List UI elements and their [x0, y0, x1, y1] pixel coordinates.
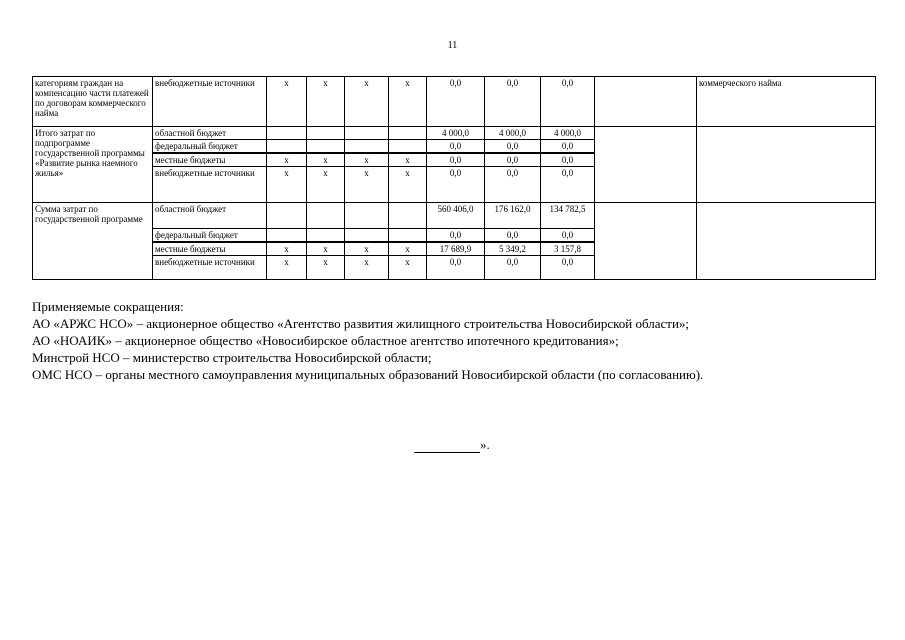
result-cell: коммерческого найма [697, 77, 876, 127]
x-cell: х [389, 153, 427, 167]
x-cell: х [389, 167, 427, 203]
x-cell [389, 140, 427, 154]
source-cell: федеральный бюджет [153, 229, 267, 243]
x-cell: х [267, 242, 307, 256]
x-cell [345, 203, 389, 229]
measure-name-cell: категориям граждан на компенсацию части платежей по договорам коммерческого найма [33, 77, 153, 127]
x-cell: х [307, 256, 345, 280]
x-cell [267, 127, 307, 140]
table-row [33, 127, 876, 140]
executor-cell [595, 203, 697, 280]
value-cell: 5 349,2 [485, 242, 541, 256]
x-cell: х [389, 242, 427, 256]
source-cell: областной бюджет [153, 203, 267, 229]
x-cell [389, 229, 427, 243]
x-cell [267, 140, 307, 154]
x-cell: х [389, 256, 427, 280]
x-cell [267, 203, 307, 229]
value-cell: 0,0 [427, 229, 485, 243]
table-row [33, 203, 876, 229]
executor-cell [595, 77, 697, 127]
executor-cell [595, 127, 697, 203]
subprogram-total-label: Итого затрат по подпрограмме государственной программы «Развитие рынка наемного жилья» [33, 127, 153, 203]
abbreviation-item: АО «АРЖС НСО» – акционерное общество «Агентство развития жилищного строительства Новосибирской области»; [32, 316, 690, 331]
source-cell: федеральный бюджет [153, 140, 267, 154]
value-cell: 0,0 [541, 153, 595, 167]
x-cell [345, 127, 389, 140]
value-cell: 0,0 [485, 140, 541, 154]
value-cell: 0,0 [427, 140, 485, 154]
closing-underline [414, 440, 480, 453]
value-cell: 0,0 [541, 229, 595, 243]
value-cell: 17 689,9 [427, 242, 485, 256]
source-cell: внебюджетные источники [153, 77, 267, 127]
source-cell: местные бюджеты [153, 242, 267, 256]
x-cell: х [307, 153, 345, 167]
x-cell: х [389, 77, 427, 127]
abbreviations-section [32, 298, 882, 383]
x-cell: х [307, 242, 345, 256]
value-cell: 0,0 [485, 256, 541, 280]
x-cell: х [345, 167, 389, 203]
x-cell: х [345, 153, 389, 167]
page-number: 11 [447, 40, 458, 51]
x-cell: х [307, 167, 345, 203]
value-cell: 176 162,0 [485, 203, 541, 229]
x-cell: х [267, 167, 307, 203]
x-cell: х [345, 77, 389, 127]
value-cell: 0,0 [485, 153, 541, 167]
value-cell: 0,0 [541, 140, 595, 154]
source-cell: местные бюджеты [153, 153, 267, 167]
value-cell: 134 782,5 [541, 203, 595, 229]
x-cell: х [267, 77, 307, 127]
x-cell [389, 127, 427, 140]
x-cell [307, 229, 345, 243]
value-cell: 0,0 [485, 77, 541, 127]
x-cell [307, 127, 345, 140]
source-cell: внебюджетные источники [153, 167, 267, 203]
x-cell: х [345, 256, 389, 280]
x-cell [307, 140, 345, 154]
x-cell: х [267, 256, 307, 280]
closing-quote: ». [480, 437, 490, 452]
closing-mark [414, 437, 490, 453]
source-cell: внебюджетные источники [153, 256, 267, 280]
x-cell [389, 203, 427, 229]
value-cell: 0,0 [541, 167, 595, 203]
value-cell: 3 157,8 [541, 242, 595, 256]
x-cell: х [345, 242, 389, 256]
value-cell: 0,0 [541, 256, 595, 280]
value-cell: 0,0 [427, 77, 485, 127]
result-cell [697, 203, 876, 280]
abbreviation-item: ОМС НСО – органы местного самоуправления муниципальных образований Новосибирской области (по согласованию). [32, 367, 704, 382]
value-cell: 0,0 [427, 153, 485, 167]
x-cell [345, 140, 389, 154]
abbreviations-heading: Применяемые сокращения: [32, 299, 184, 314]
abbreviation-item: Минстрой НСО – министерство строительства Новосибирской области; [32, 350, 432, 365]
x-cell [267, 229, 307, 243]
value-cell: 4 000,0 [541, 127, 595, 140]
value-cell: 0,0 [541, 77, 595, 127]
value-cell: 4 000,0 [427, 127, 485, 140]
value-cell: 560 406,0 [427, 203, 485, 229]
program-total-label: Сумма затрат по государственной программе [33, 203, 153, 280]
x-cell [345, 229, 389, 243]
value-cell: 0,0 [485, 229, 541, 243]
value-cell: 4 000,0 [485, 127, 541, 140]
table-row [33, 77, 876, 127]
result-cell [697, 127, 876, 203]
abbreviation-item: АО «НОАИК» – акционерное общество «Новосибирское областное агентство ипотечного кредитования»; [32, 333, 619, 348]
value-cell: 0,0 [427, 256, 485, 280]
budget-table [32, 76, 876, 280]
value-cell: 0,0 [427, 167, 485, 203]
value-cell: 0,0 [485, 167, 541, 203]
source-cell: областной бюджет [153, 127, 267, 140]
x-cell: х [267, 153, 307, 167]
x-cell: х [307, 77, 345, 127]
x-cell [307, 203, 345, 229]
